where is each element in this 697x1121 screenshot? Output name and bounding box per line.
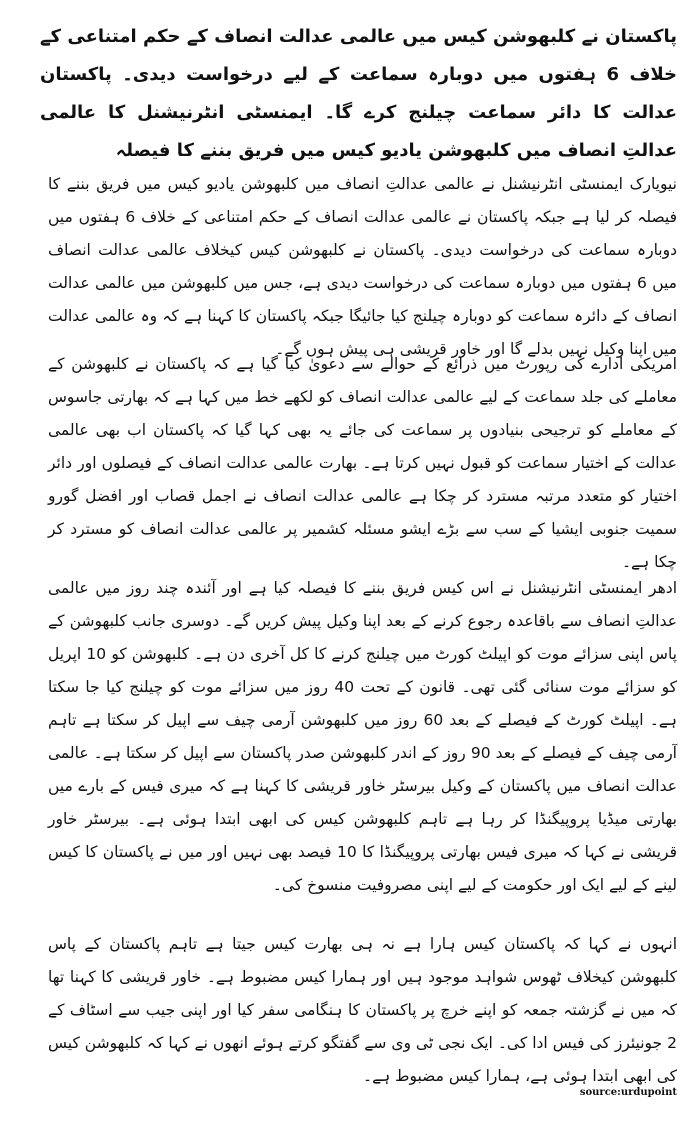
article-paragraph-1: نیویارک ایمنسٹی انٹرنیشنل نے عالمی عدالتِ انصاف میں کلبھوشن یادیو کیس میں فریق بننے کا فیصلہ کر لیا ہے جبکہ پاکستان نے عالمی عدالت انصاف کے حکم امتناعی کے خلاف 6 ہفتوں میں دوبارہ سماعت کی درخواست دیدی۔ پاکستان نے کلبھوشن کیس کیخلاف عالمی عدالت انصاف میں 6 ہفتوں میں دوبارہ سماعت کی درخواست دیدی ہے، جس میں کلبھوشن میں عالمی عدالت انصاف کے دائرہ سماعت کو دوبارہ چیلنج کیا جائیگا جبکہ پاکستان کا کہنا ہے کہ وہ عالمی عدالت میں اپنا وکیل نہیں بدلے گا اور خاور قریشی ہی پیش ہوں گے۔ <box>48 175 677 358</box>
article-headline: پاکستان نے کلبھوشن کیس میں عالمی عدالت انصاف کے حکم امتناعی کے خلاف 6 ہفتوں میں دوبارہ سماعت کے لیے درخواست دیدی۔ پاکستان عدالت کا دائر سماعت چیلنج کرے گا۔ ایمنسٹی انٹرنیشنل کا عالمی عدالتِ انصاف میں کلبھوشن یادیو کیس میں فریق بننے کا فیصلہ <box>40 26 677 161</box>
article-paragraph-2: امریکی ادارے کی رپورٹ میں ذرائع کے حوالے سے دعویٰ کیا گیا ہے کہ پاکستان نے کلبھوشن کے معاملے کی جلد سماعت کے لیے عالمی عدالت انصاف کو لکھے خط میں کہا ہے کہ بھارتی جاسوس کے معاملے کو ترجیحی بنیادوں پر سماعت کی جائے یہ بھی کہا گیا کہ پاکستان اب بھی عالمی عدالت کے اختیار سماعت کو قبول نہیں کرتا ہے۔ بھارت عالمی عدالت انصاف کے فیصلوں اور دائر اختیار کو متعدد مرتبہ مسترد کر چکا ہے عالمی عدالت انصاف نے اجمل قصاب اور افضل گورو سمیت جنوبی ایشیا کے سب سے بڑے ایشو مسئلہ کشمیر پر عالمی عدالت انصاف کو مسترد کر چکا ہے۔ <box>48 355 677 571</box>
article-paragraph-3: ادھر ایمنسٹی انٹرنیشنل نے اس کیس فریق بننے کا فیصلہ کیا ہے اور آئندہ چند روز میں عالمی عدالتِ انصاف سے باقاعدہ رجوع کرنے کے بعد اپنا وکیل پیش کریں گے۔ دوسری جانب کلبھوشن کے پاس اپنی سزائے موت کو اپیلٹ کورٹ میں چیلنج کرنے کا کل آخری دن ہے۔ کلبھوشن کو 10 اپریل کو سزائے موت سنائی گئی تھی۔ قانون کے تحت 40 روز میں سزائے موت کو چیلنج کیا جا سکتا ہے۔ اپیلٹ کورٹ کے فیصلے کے بعد 60 روز میں کلبھوشن آرمی چیف سے اپیل کر سکتا ہے تاہم آرمی چیف کے فیصلے کے بعد 90 روز کے اندر کلبھوشن صدر پاکستان سے اپیل کر سکتا ہے۔ عالمی عدالت انصاف میں پاکستان کے وکیل بیرسٹر خاور قریشی کا کہنا ہے کہ میری فیس کے بارے میں بھارتی میڈیا پروپیگنڈا کر رہا ہے تاہم کلبھوشن کیس کی ابھی ابتدا ہوئی ہے۔ بیرسٹر خاور قریشی نے کہا کہ میری فیس بھارتی پروپیگنڈا کا 10 فیصد بھی نہیں اور میں نے پاکستان کا کیس لینے کے لیے ایک اور حکومت کے لیے اپنی مصروفیت منسوخ کی۔ <box>48 579 677 894</box>
article-paragraph-4: انہوں نے کہا کہ پاکستان کیس ہارا ہے نہ ہی بھارت کیس جیتا ہے تاہم پاکستان کے پاس کلبھوشن کیخلاف ٹھوس شواہد موجود ہیں اور ہمارا کیس مضبوط ہے۔ خاور قریشی کا کہنا تھا کہ میں نے گزشتہ جمعہ کو اپنے خرچ پر پاکستان کا ہنگامی سفر کیا اور اپنی جیب سے اسٹاف کے 2 جونیئرز کی فیس ادا کی۔ ایک نجی ٹی وی سے گفتگو کرتے ہوئے انھوں نے کہا کہ کلبھوشن کیس کی ابھی ابتدا ہوئی ہے، ہمارا کیس مضبوط ہے۔ <box>48 935 677 1085</box>
source-credit: source:urdupoint <box>579 1087 677 1098</box>
